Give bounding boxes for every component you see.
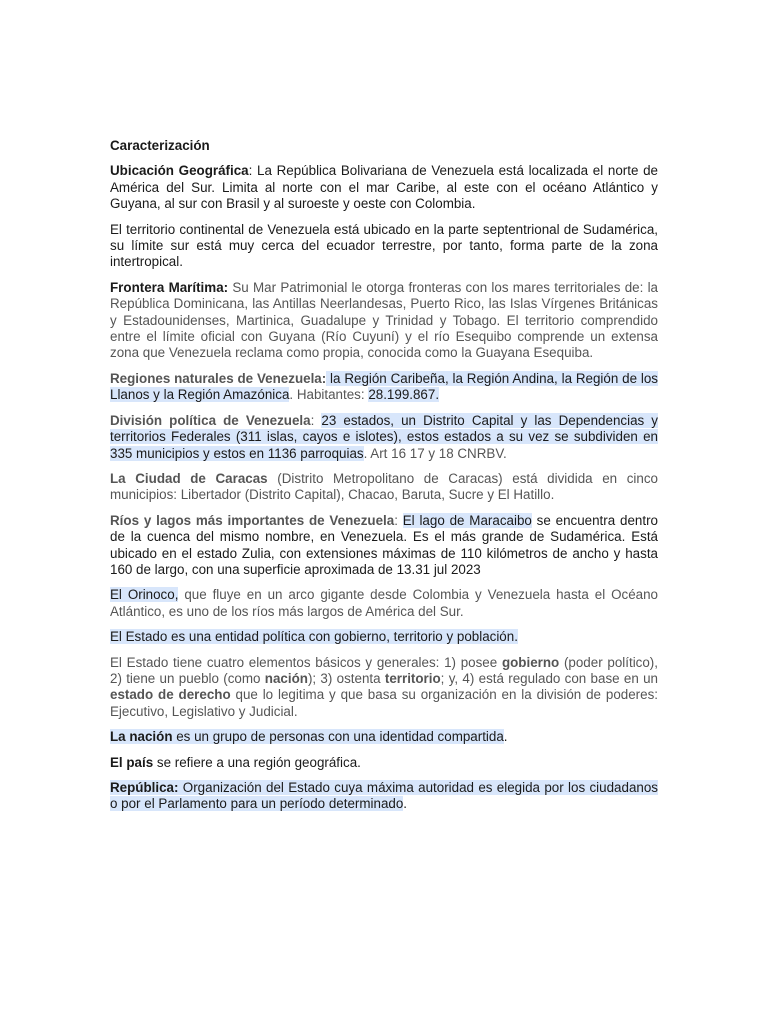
pais-label: El país: [110, 754, 154, 770]
territorio-term: territorio: [384, 670, 441, 686]
ubicacion-text: : La República Bolivariana de Venezuela está localizada el norte de América del Sur.: [110, 163, 659, 195]
nacion-term: nación: [264, 670, 308, 686]
estado-highlight: El Estado es una entidad política con gobierno, territorio y población.: [110, 629, 518, 645]
republica-highlight: [110, 780, 658, 811]
elementos-text-2: (poder político), 2) tiene un pueblo (como: [110, 654, 658, 686]
limites-text: Limita al norte con el mar Caribe, al este con el océano Atlántico y Guyana, al sur con Brasil y al suroeste y oeste con Colombia.: [110, 179, 658, 212]
paragraph-frontera: [110, 280, 658, 362]
republica-tail: .: [403, 796, 408, 812]
pais-text: se refiere a una región geográfica.: [153, 754, 361, 770]
gobierno-term: gobierno: [501, 654, 560, 670]
elementos-text-4: ; y, 4) está regulado con base en un: [440, 670, 658, 686]
document-title: Caracterización: [110, 138, 210, 153]
paragraph-regiones: [110, 371, 658, 404]
paragraph-nacion: [110, 729, 658, 745]
habitantes-highlight: 28.199.867.: [368, 387, 440, 403]
paragraph-pais: [110, 755, 658, 771]
ubicacion-label: Ubicación Geográfica: [110, 163, 249, 179]
document-page: [110, 138, 658, 822]
nacion-label: La nación: [110, 729, 173, 745]
elementos-text-3: ); 3) ostenta: [307, 670, 385, 686]
division-colon: :: [310, 412, 322, 428]
rios-colon: :: [394, 512, 403, 528]
maracaibo-highlight: El lago de Maracaibo: [402, 512, 532, 528]
regiones-label: Regiones naturales de Venezuela:: [110, 370, 327, 386]
paragraph-rios: [110, 513, 658, 579]
nacion-text: es un grupo de personas con una identidad compartida: [172, 729, 504, 745]
rios-label: Ríos y lagos más importantes de Venezuela: [110, 512, 395, 528]
rios-text: se encuentra dentro de la cuenca del mismo nombre, en Venezuela. Es el más grande de Sudamérica. Está ubicado en el estado Zulia, con extensiones máximas de 110 kilómetros de ancho y hasta 160 de largo, con una superficie aproximada de 13.31 jul 2023: [110, 512, 658, 577]
paragraph-elementos: [110, 655, 658, 721]
paragraph-territorio: El territorio continental de Venezuela está ubicado en la parte septentrional de Sudamérica, su límite sur está muy cerca del ecuador terrestre, por tanto, forma parte de la zona intertropical.: [110, 221, 658, 270]
caracas-label: La Ciudad de Caracas: [110, 470, 268, 486]
division-tail: . Art 16 17 y 18 CNRBV.: [363, 445, 507, 461]
orinoco-text: que fluye en un arco gigante desde Colombia y Venezuela hasta el Océano Atlántico, es uno de los ríos más largos de América del Sur.: [110, 587, 658, 619]
division-label: División política de Venezuela: [110, 412, 311, 428]
republica-text: Organización del Estado cuya máxima autoridad es elegida por los ciudadanos o por el Parlamento para un período determinado: [110, 780, 658, 812]
regiones-highlight: la Región Caribeña, la Región Andina, la Región de los Llanos y la Región Amazónica: [110, 370, 658, 403]
republica-label: República:: [110, 780, 179, 795]
orinoco-highlight: El Orinoco,: [110, 587, 179, 603]
paragraph-division: [110, 413, 658, 462]
nacion-highlight: [110, 729, 504, 744]
frontera-text: Su Mar Patrimonial le otorga fronteras con los mares territoriales de: la República Dominicana, las Antillas Neerlandesas, Puerto Rico, las Islas Vírgenes Británicas y Estadounidenses, Martinica, Guadalupe y Trinidad y Tobago. El territorio comprendido entre el límite oficial con Guyana (Río Cuyuní) y el río Esequibo comprende un extensa zona que Venezuela reclama como propia, conocida como la Guayana Esequiba.: [110, 279, 659, 361]
paragraph-orinoco: [110, 587, 658, 620]
paragraph-ubicacion: [110, 163, 658, 212]
elementos-text-5: que lo legitima y que basa su organización en la división de poderes: Ejecutivo, Legislativo y Judicial.: [110, 687, 658, 719]
habitantes-text: . Habitantes:: [289, 387, 369, 403]
division-highlight: 23 estados, un Distrito Capital y las Dependencias y territorios Federales (311 islas, cayos e islotes), estos estados a su vez se subdividen en 335 municipios y estos en 1136 parroquias: [110, 412, 658, 461]
frontera-label: Frontera Marítima:: [110, 279, 229, 295]
paragraph-republica: [110, 780, 658, 813]
elementos-text-1: El Estado tiene cuatro elementos básicos y generales: 1) posee: [110, 654, 502, 670]
estado-derecho-term: estado de derecho: [110, 687, 231, 703]
nacion-tail: .: [503, 729, 508, 745]
caracas-text: (Distrito Metropolitano de Caracas) está dividida en cinco municipios: Libertador (Distrito Capital), Chacao, Baruta, Sucre y El Hatillo.: [110, 470, 658, 503]
paragraph-estado: [110, 629, 658, 645]
paragraph-caracas: [110, 471, 658, 504]
